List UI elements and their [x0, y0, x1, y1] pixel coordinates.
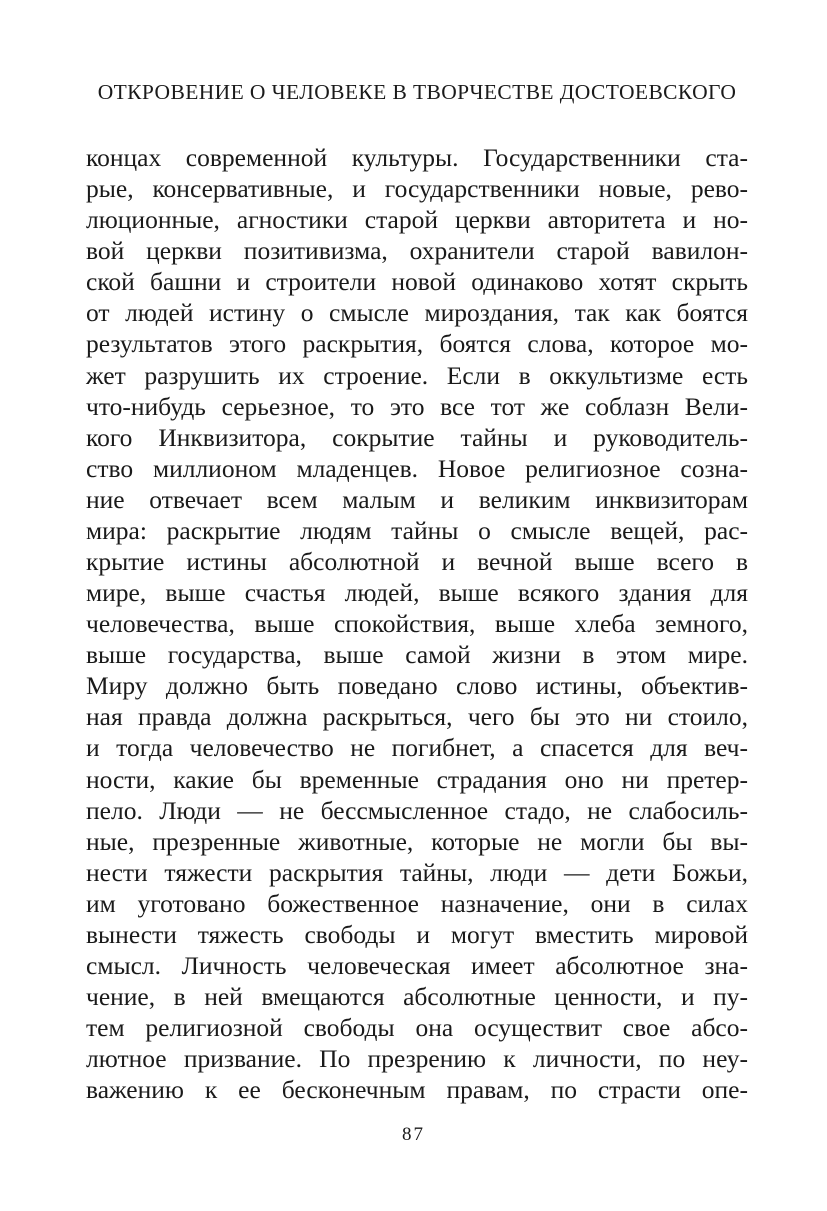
text-line: вынести тяжесть свободы и могут вместить мировой — [86, 919, 748, 949]
text-line: ние отвечает всем малым и великим инквизиторам — [86, 484, 748, 514]
text-line: от людей истину о смысле мироздания, так как боятся — [86, 298, 748, 328]
text-line: что-нибудь серьезное, то это все тот же соблазн Вели- — [86, 391, 748, 421]
text-line: люционные, агностики старой церкви авторитета и но- — [86, 205, 748, 235]
text-line: смысл. Личность человеческая имеет абсолютное зна- — [86, 951, 748, 981]
text-line: нести тяжести раскрытия тайны, люди — дети Божьи, — [86, 857, 748, 887]
text-line: пело. Люди — не бессмысленное стадо, не слабосиль- — [86, 795, 748, 825]
text-line: вой церкви позитивизма, охранители старой вавилон- — [86, 236, 748, 266]
text-line: ная правда должна раскрыться, чего бы это ни стоило, — [86, 702, 748, 732]
text-line: человечества, выше спокойствия, выше хлеба земного, — [86, 609, 748, 639]
text-line: жет разрушить их строение. Если в оккультизме есть — [86, 360, 748, 390]
text-line: важению к ее бесконечным правам, по страсти опе- — [86, 1075, 748, 1105]
text-line: ство миллионом младенцев. Новое религиозное созна- — [86, 453, 748, 483]
body-text — [86, 142, 748, 1105]
text-line: ской башни и строители новой одинаково хотят скрыть — [86, 267, 748, 297]
text-line: ности, какие бы временные страдания оно ни претер- — [86, 764, 748, 794]
text-line: мире, выше счастья людей, выше всякого здания для — [86, 578, 748, 608]
text-line: рые, консервативные, и государственники новые, рево- — [86, 174, 748, 204]
text-line: кого Инквизитора, сокрытие тайны и руководитель- — [86, 422, 748, 452]
text-line: лютное призвание. По презрению к личности, по неу- — [86, 1044, 748, 1074]
running-head-title: ОТКРОВЕНИЕ О ЧЕЛОВЕКЕ В ТВОРЧЕСТВЕ ДОСТОЕВСКОГО — [97, 80, 737, 104]
text-line: и тогда человечество не погибнет, а спасется для веч- — [86, 733, 748, 763]
text-line: тем религиозной свободы она осуществит свое абсо- — [86, 1013, 748, 1043]
text-line: выше государства, выше самой жизни в этом мире. — [86, 640, 748, 670]
text-line: чение, в ней вмещаются абсолютные ценности, и пу- — [86, 982, 748, 1012]
text-line: им уготовано божественное назначение, они в силах — [86, 888, 748, 918]
text-line: крытие истины абсолютной и вечной выше всего в — [86, 547, 748, 577]
page-number: 87 — [402, 1124, 425, 1145]
text-line: мира: раскрытие людям тайны о смысле вещей, рас- — [86, 515, 748, 545]
text-line: результатов этого раскрытия, боятся слова, которое мо- — [86, 329, 748, 359]
text-line: ные, презренные животные, которые не могли бы вы- — [86, 826, 748, 856]
text-line: концах современной культуры. Государственники ста- — [86, 143, 748, 172]
text-line: Миру должно быть поведано слово истины, объектив- — [86, 671, 748, 701]
